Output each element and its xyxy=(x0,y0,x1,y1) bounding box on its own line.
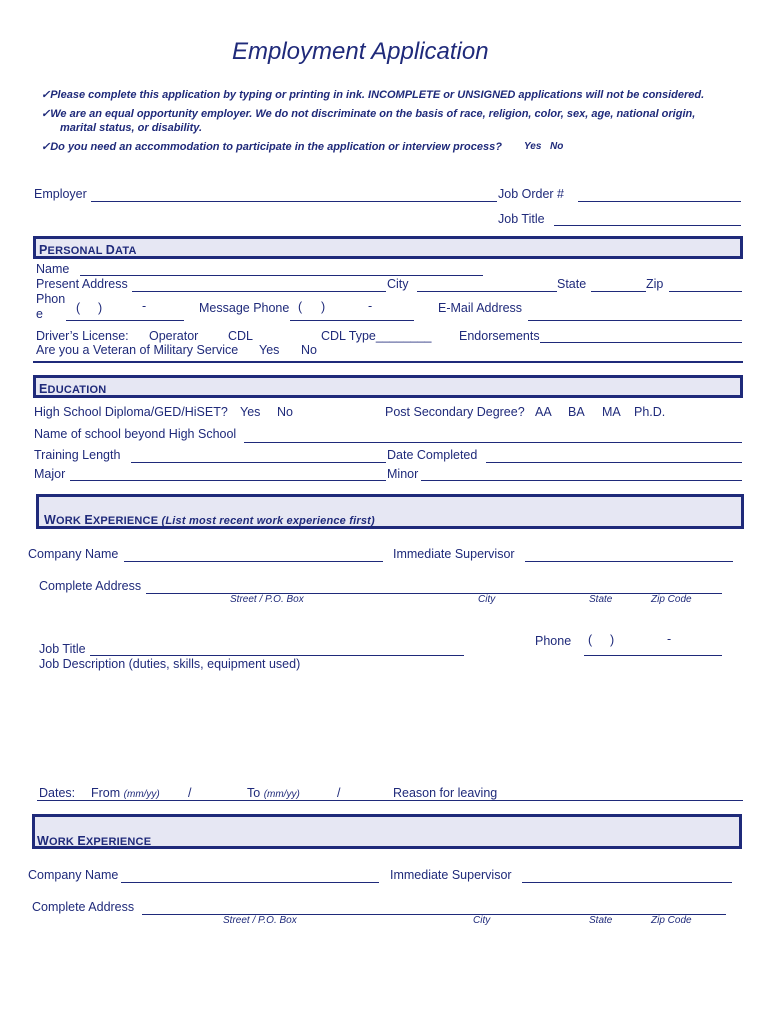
school-beyond-label: Name of school beyond High School xyxy=(34,427,237,441)
date-completed-label: Date Completed xyxy=(387,448,478,462)
company-name-2-field[interactable] xyxy=(121,882,379,883)
page-title: Employment Application xyxy=(232,38,489,65)
phone-label-part1: Phon xyxy=(36,292,66,306)
training-length-label: Training Length xyxy=(34,448,121,462)
personal-divider xyxy=(33,361,743,363)
city-2-caption: City xyxy=(473,915,491,926)
personal-data-header xyxy=(33,236,743,259)
hs-diploma-no[interactable]: No xyxy=(277,405,293,419)
veteran-label: Are you a Veteran of Military Service xyxy=(36,343,239,357)
zip-2-caption: Zip Code xyxy=(651,915,692,926)
supervisor-field[interactable] xyxy=(525,561,733,562)
supervisor-label: Immediate Supervisor xyxy=(393,547,515,561)
work-experience-2-title: WORK EXPERIENCE xyxy=(37,834,152,848)
complete-address-label: Complete Address xyxy=(39,579,142,593)
hs-diploma-label: High School Diploma/GED/HiSET? xyxy=(34,405,228,419)
major-label: Major xyxy=(34,467,66,481)
minor-label: Minor xyxy=(387,467,419,481)
phone-label-part2: e xyxy=(36,307,43,321)
phone-field[interactable] xyxy=(66,320,184,321)
hs-diploma-yes[interactable]: Yes xyxy=(240,405,261,419)
phone-paren-open: ( xyxy=(76,301,81,315)
instruction-line-3: ✓Do you need an accommodation to participate in the application or interview process? xyxy=(41,141,502,153)
work-phone-field[interactable] xyxy=(584,655,722,656)
phone-paren-close: ) xyxy=(98,301,103,315)
city-caption: City xyxy=(478,594,496,605)
city-field[interactable] xyxy=(417,291,557,292)
state-field[interactable] xyxy=(591,291,646,292)
personal-data-title: PERSONAL DATA xyxy=(39,243,137,257)
state-label: State xyxy=(557,277,587,291)
check-icon: ✓ xyxy=(41,89,51,101)
zip-field[interactable] xyxy=(669,291,742,292)
instruction-line-1: ✓Please complete this application by typing or printing in ink. INCOMPLETE or UNSIGNED applications will not be considered. xyxy=(41,89,705,101)
job-title-field[interactable] xyxy=(554,225,741,226)
work-job-title-field[interactable] xyxy=(90,655,464,656)
zip-caption: Zip Code xyxy=(651,594,692,605)
veteran-no[interactable]: No xyxy=(301,343,317,357)
endorsements-field[interactable] xyxy=(540,342,742,343)
supervisor-2-label: Immediate Supervisor xyxy=(390,868,512,882)
phone-dash: - xyxy=(142,299,147,313)
message-phone-label: Message Phone xyxy=(199,301,290,315)
present-address-label: Present Address xyxy=(36,277,128,291)
message-phone-dash: - xyxy=(368,299,373,313)
street-caption: Street / P.O. Box xyxy=(230,594,304,605)
instruction-line-2b: marital status, or disability. xyxy=(60,122,203,134)
job-description-label: Job Description (duties, skills, equipment used) xyxy=(39,657,301,671)
present-address-field[interactable] xyxy=(132,291,386,292)
supervisor-2-field[interactable] xyxy=(522,882,732,883)
company-name-field[interactable] xyxy=(124,561,383,562)
to-slash: / xyxy=(337,786,341,800)
from-label: From (mm/yy) xyxy=(91,786,160,800)
accommodation-no[interactable]: No xyxy=(550,141,564,152)
work-phone-label: Phone xyxy=(535,634,572,648)
zip-label: Zip xyxy=(646,277,664,291)
state-caption: State xyxy=(589,594,613,605)
company-name-2-label: Company Name xyxy=(28,868,119,882)
name-field[interactable] xyxy=(80,275,483,276)
work-experience-title: WORK EXPERIENCE (List most recent work experience first) xyxy=(44,513,375,527)
operator-option[interactable]: Operator xyxy=(149,329,199,343)
degree-phd[interactable]: Ph.D. xyxy=(634,405,666,419)
check-icon: ✓ xyxy=(41,108,51,120)
degree-ma[interactable]: MA xyxy=(602,405,621,419)
dates-label: Dates: xyxy=(39,786,76,800)
major-field[interactable] xyxy=(70,480,386,481)
degree-aa[interactable]: AA xyxy=(535,405,552,419)
from-slash: / xyxy=(188,786,192,800)
job-order-field[interactable] xyxy=(578,201,741,202)
reason-leaving-label: Reason for leaving xyxy=(393,786,498,800)
state-2-caption: State xyxy=(589,915,613,926)
name-label: Name xyxy=(36,262,70,276)
email-label: E-Mail Address xyxy=(438,301,523,315)
minor-field[interactable] xyxy=(421,480,742,481)
email-field[interactable] xyxy=(528,320,742,321)
work-job-title-label: Job Title xyxy=(39,642,86,656)
complete-address-2-label: Complete Address xyxy=(32,900,135,914)
city-label: City xyxy=(387,277,409,291)
drivers-license-label: Driver’s License: xyxy=(36,329,129,343)
work-phone-dash: - xyxy=(667,632,672,646)
job-title-label: Job Title xyxy=(498,212,545,226)
check-icon: ✓ xyxy=(41,141,51,153)
accommodation-yes[interactable]: Yes xyxy=(524,141,542,152)
message-phone-paren-close: ) xyxy=(321,300,326,314)
work-phone-paren-open: ( xyxy=(588,633,593,647)
degree-ba[interactable]: BA xyxy=(568,405,585,419)
cdl-option[interactable]: CDL xyxy=(228,329,254,343)
employer-field[interactable] xyxy=(91,201,497,202)
street-2-caption: Street / P.O. Box xyxy=(223,915,297,926)
school-beyond-field[interactable] xyxy=(244,442,742,443)
training-length-field[interactable] xyxy=(131,462,386,463)
post-secondary-label: Post Secondary Degree? xyxy=(385,405,525,419)
date-completed-field[interactable] xyxy=(486,462,742,463)
dates-reason-field[interactable] xyxy=(37,800,743,801)
cdl-type-label[interactable]: CDL Type________ xyxy=(321,329,432,343)
education-header xyxy=(33,375,743,398)
work-phone-paren-close: ) xyxy=(610,633,615,647)
veteran-yes[interactable]: Yes xyxy=(259,343,280,357)
endorsements-label: Endorsements xyxy=(459,329,540,343)
message-phone-field[interactable] xyxy=(290,320,414,321)
message-phone-paren-open: ( xyxy=(298,300,303,314)
education-title: EDUCATION xyxy=(39,382,107,396)
to-label: To (mm/yy) xyxy=(247,786,300,800)
instruction-line-2: ✓We are an equal opportunity employer. We do not discriminate on the basis of race, religion, color, sex, age, national origin, xyxy=(41,108,696,120)
company-name-label: Company Name xyxy=(28,547,119,561)
job-order-label: Job Order # xyxy=(498,187,565,201)
employer-label: Employer xyxy=(34,187,87,201)
